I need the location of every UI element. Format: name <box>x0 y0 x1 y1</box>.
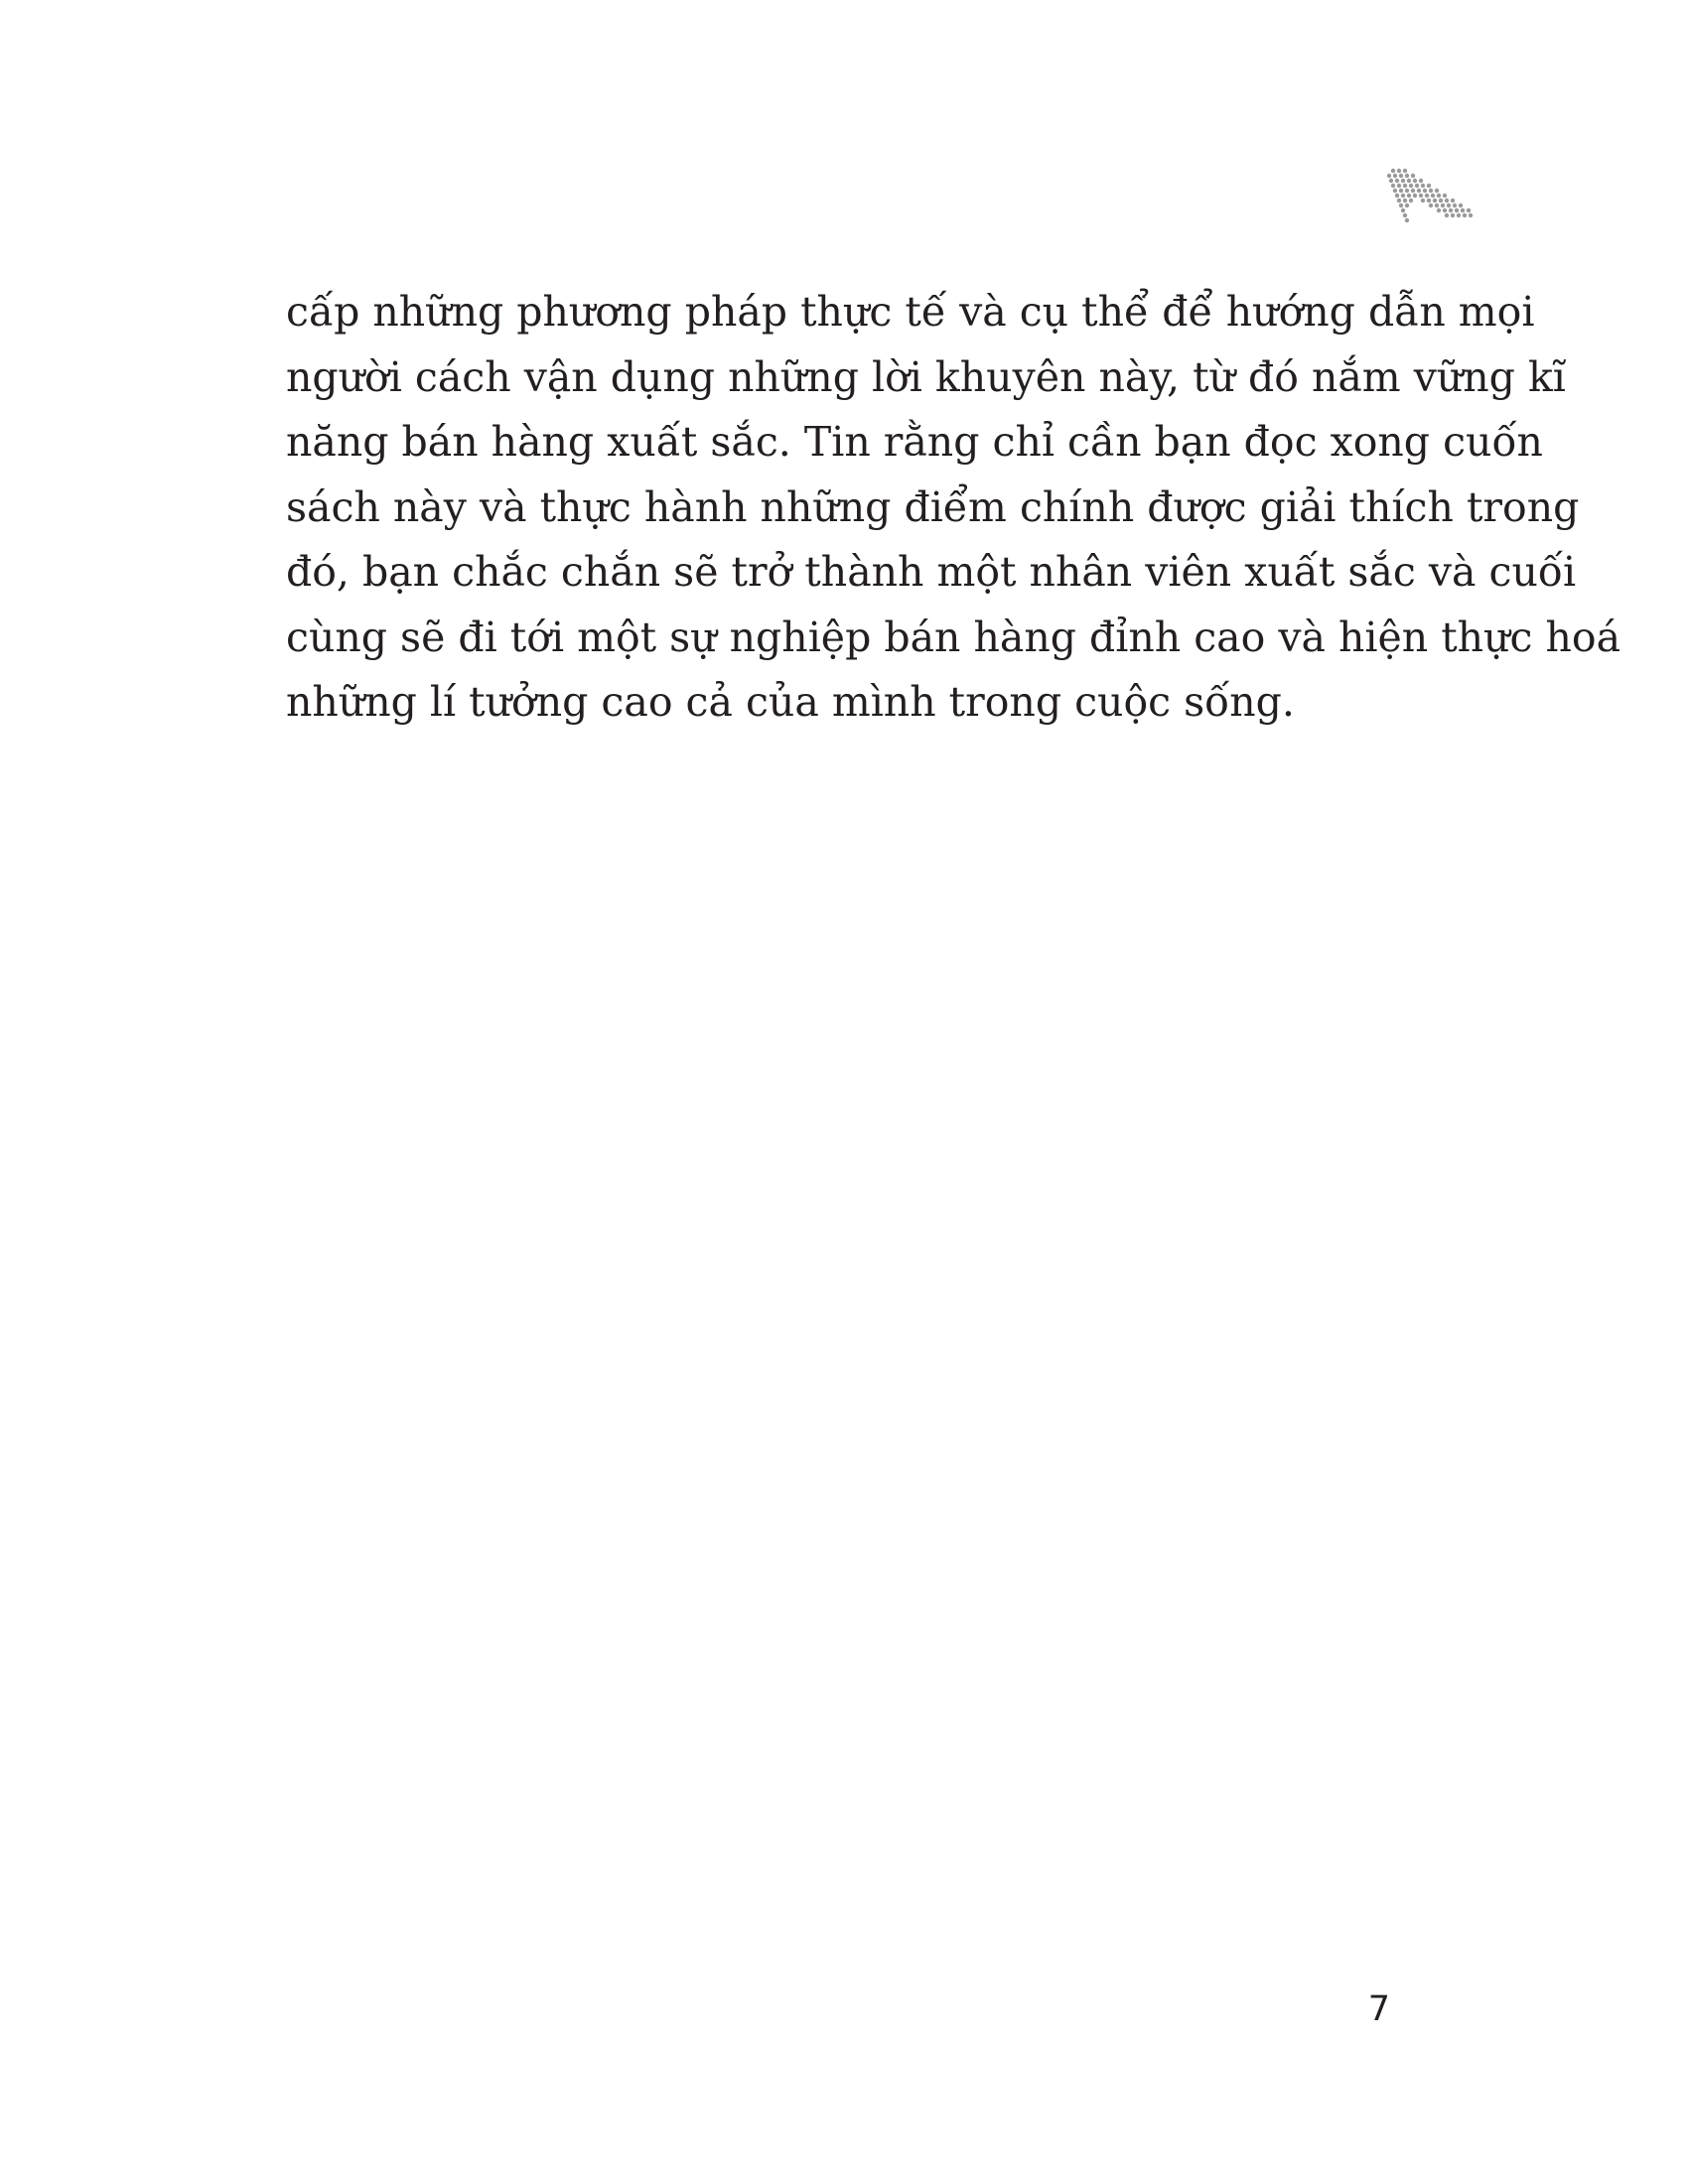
ornament-dot <box>1397 184 1401 188</box>
ornament-dot <box>1391 169 1395 173</box>
ornament-dot <box>1393 174 1397 178</box>
ornament-dot <box>1411 174 1415 178</box>
ornament-dot <box>1443 194 1447 198</box>
ornament-dot <box>1397 169 1401 173</box>
ornament-dot <box>1421 184 1425 188</box>
body-paragraph <box>286 280 1621 736</box>
ornament-dot <box>1391 184 1395 188</box>
ornament-dot <box>1435 204 1439 207</box>
ornament-dot <box>1447 204 1451 207</box>
ornament-dot <box>1405 189 1409 193</box>
ornament-dot <box>1413 179 1417 183</box>
ornament-dot <box>1449 208 1453 212</box>
ornament-dot <box>1401 179 1405 183</box>
paragraph-line-5: đó, bạn chắc chắn sẽ trở thành một nhân viên xuất sắc và cuối <box>286 548 1577 596</box>
ornament-dot <box>1397 199 1401 203</box>
ornament-dot <box>1441 204 1445 207</box>
ornament-dot <box>1415 184 1419 188</box>
ornament-dot <box>1437 208 1441 212</box>
ornament-dot <box>1463 213 1467 217</box>
page-number: 7 <box>1367 1989 1390 2029</box>
ornament-dot <box>1403 169 1407 173</box>
ornament-dot <box>1395 179 1399 183</box>
ornament-dot <box>1455 208 1459 212</box>
ornament-dot <box>1445 199 1449 203</box>
paragraph-line-1: cấp những phương pháp thực tế và cụ thể để hướng dẫn mọi <box>286 288 1535 336</box>
ornament-dot <box>1399 189 1403 193</box>
ornament-dot <box>1423 189 1427 193</box>
ornament-dot <box>1399 204 1403 207</box>
ornament-dot <box>1405 174 1409 178</box>
ornament-dot <box>1401 194 1405 198</box>
paragraph-line-4: sách này và thực hành những điểm chính được giải thích trong <box>286 482 1580 531</box>
ornament-dot <box>1407 194 1411 198</box>
paragraph-line-3: năng bán hàng xuất sắc. Tin rằng chỉ cần bạn đọc xong cuốn <box>286 418 1543 466</box>
paragraph-line-7: những lí tưởng cao cả của mình trong cuộc sống. <box>286 678 1295 726</box>
ornament-dot <box>1387 174 1391 178</box>
ornament-dot <box>1431 194 1435 198</box>
ornament-dot <box>1399 174 1403 178</box>
ornament-dot <box>1407 179 1411 183</box>
ornament-dot <box>1427 184 1431 188</box>
ornament-dot <box>1451 199 1455 203</box>
ornament-dot <box>1395 194 1399 198</box>
ornament-dot <box>1427 199 1431 203</box>
ornament-dot <box>1429 204 1433 207</box>
ornament-dot <box>1425 194 1429 198</box>
ornament-dot <box>1433 199 1437 203</box>
ornament-dot <box>1445 213 1449 217</box>
ornament-dot <box>1409 199 1413 203</box>
ornament-dot <box>1403 213 1407 217</box>
ornament-dot <box>1443 208 1447 212</box>
ornament-dot <box>1403 199 1407 203</box>
dotted-arrow-icon <box>1385 167 1475 228</box>
ornament-dot <box>1403 184 1407 188</box>
ornament-dot <box>1401 208 1405 212</box>
ornament-dot <box>1419 194 1423 198</box>
ornament-dot <box>1421 199 1425 203</box>
ornament-dot <box>1457 213 1461 217</box>
ornament-dot <box>1453 204 1457 207</box>
ornament-dot <box>1459 204 1463 207</box>
ornament-dot <box>1405 204 1409 207</box>
ornament-dot <box>1409 184 1413 188</box>
ornament-dot <box>1439 199 1443 203</box>
ornament-dot <box>1419 179 1423 183</box>
ornament-dot <box>1437 194 1441 198</box>
ornament-dot <box>1393 189 1397 193</box>
ornament-dot <box>1469 213 1473 217</box>
ornament-dot <box>1467 208 1471 212</box>
ornament-dot <box>1413 194 1417 198</box>
ornament-dot <box>1461 208 1465 212</box>
ornament-dot <box>1435 189 1439 193</box>
ornament-dot <box>1389 179 1393 183</box>
paragraph-line-6: cùng sẽ đi tới một sự nghiệp bán hàng đỉnh cao và hiện thực hoá <box>286 613 1621 661</box>
ornament-dot <box>1417 189 1421 193</box>
ornament-dot <box>1451 213 1455 217</box>
ornament-dot <box>1405 218 1409 222</box>
ornament-dot <box>1429 189 1433 193</box>
ornament-dot <box>1411 189 1415 193</box>
paragraph-line-2: người cách vận dụng những lời khuyên này, từ đó nắm vững kĩ <box>286 352 1566 401</box>
